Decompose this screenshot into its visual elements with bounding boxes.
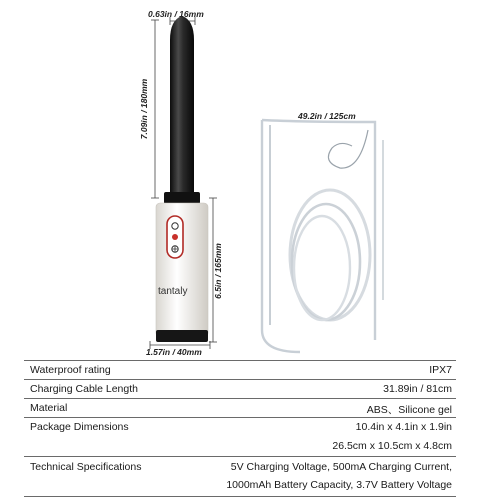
cable-length-label: 49.2in / 125cm — [298, 111, 356, 121]
base-width-label: 1.57in / 40mm — [146, 347, 202, 357]
spec-label: Package Dimensions — [30, 421, 129, 433]
device-base — [156, 330, 208, 342]
mode-button-icon — [172, 234, 178, 240]
tip-width-label: 0.63in / 16mm — [148, 9, 204, 19]
handle-length-label: 6.5in / 165mm — [213, 243, 223, 299]
spec-value: 5V Charging Voltage, 500mA Charging Current, — [230, 461, 452, 473]
charging-cable — [262, 120, 383, 352]
spec-table — [24, 360, 456, 497]
spec-value-line2: 26.5cm x 10.5cm x 4.8cm — [332, 440, 452, 452]
spec-label: Charging Cable Length — [30, 383, 138, 395]
spec-row — [24, 360, 456, 380]
spec-value: ABS、Silicone gel — [366, 404, 452, 416]
device-collar — [164, 192, 200, 204]
spec-row — [24, 457, 456, 497]
spec-row — [24, 399, 456, 418]
upper-length-label: 7.09in / 180mm — [139, 78, 149, 140]
spec-label: Material — [30, 402, 68, 414]
spec-label: Technical Specifications — [30, 461, 142, 473]
device-rod — [170, 16, 194, 196]
spec-row — [24, 380, 456, 399]
spec-value: 10.4in x 4.1in x 1.9in — [355, 421, 452, 433]
brand-logo: tantaly — [158, 286, 188, 297]
spec-value: 31.89in / 81cm — [383, 383, 452, 395]
spec-row — [24, 418, 456, 457]
spec-value: IPX7 — [429, 364, 452, 376]
spec-value-line2: 1000mAh Battery Capacity, 3.7V Battery Voltage — [226, 479, 452, 491]
spec-label: Waterproof rating — [30, 364, 111, 376]
